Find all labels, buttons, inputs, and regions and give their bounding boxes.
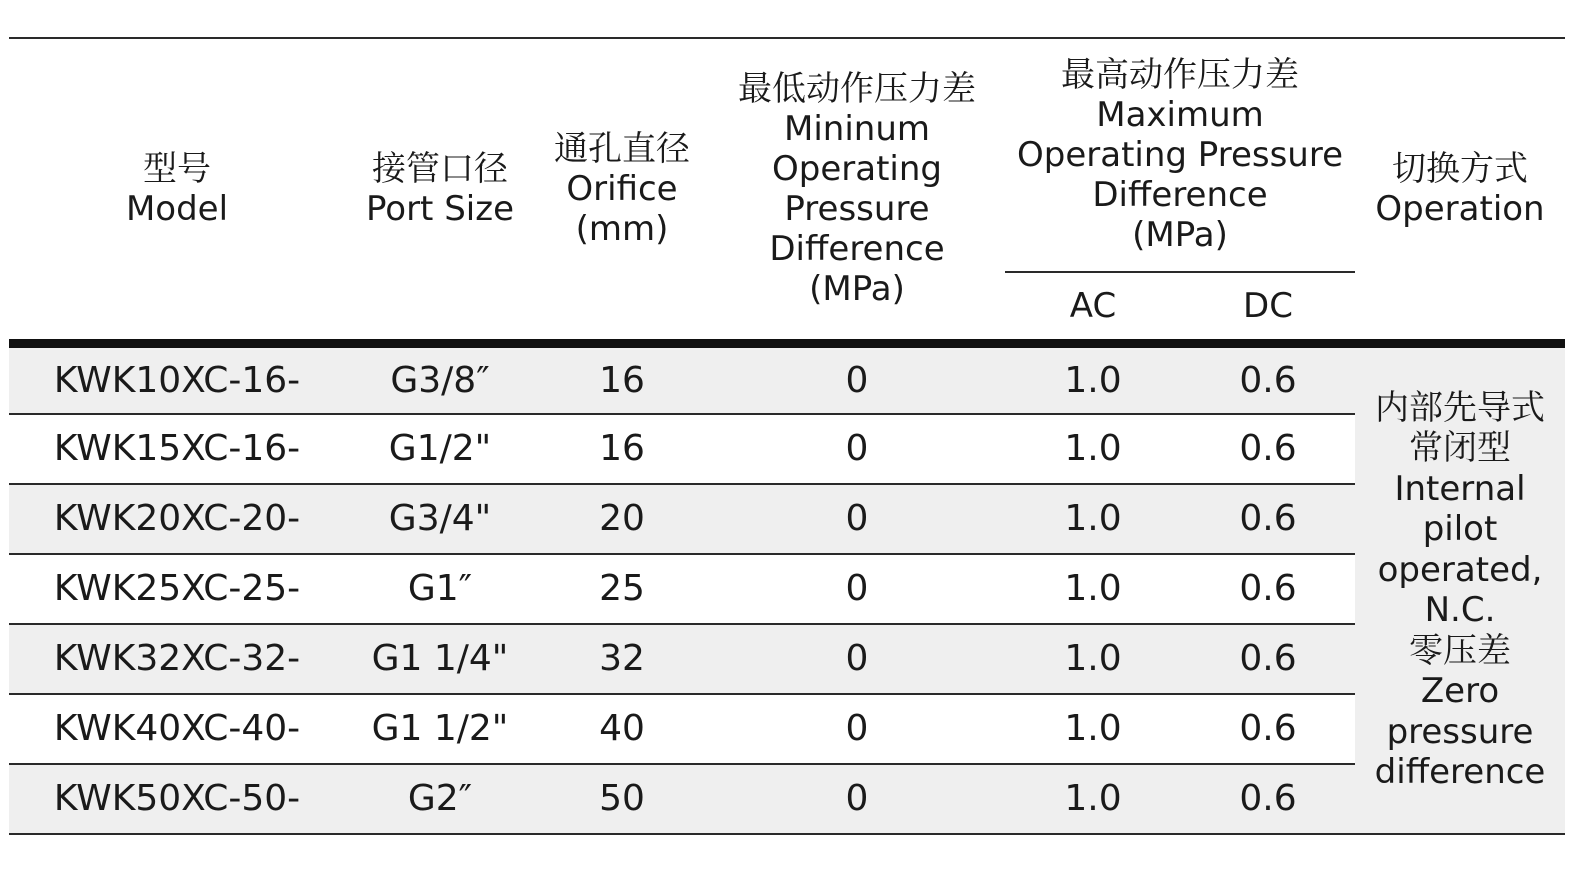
- header-max-pressure-unit: (MPa): [1132, 215, 1228, 255]
- operation-line: pilot: [1422, 509, 1498, 550]
- cell-min-pressure: 0: [709, 344, 1005, 414]
- header-orifice-unit: (mm): [575, 209, 669, 249]
- header-max-pressure-en-1: Maximum: [1096, 95, 1264, 135]
- header-port-size-en: Port Size: [365, 189, 514, 229]
- operation-line: difference: [1374, 752, 1546, 793]
- operation-line: 内部先导式: [1375, 387, 1546, 428]
- cell-min-pressure: 0: [709, 694, 1005, 764]
- cell-max-pressure-ac: 1.0: [1005, 484, 1181, 554]
- header-min-pressure-en-2: Operating: [772, 149, 942, 189]
- header-min-pressure-en-4: Difference: [769, 229, 945, 269]
- header-orifice-en: Orifice: [566, 169, 678, 209]
- cell-min-pressure: 0: [709, 624, 1005, 694]
- operation-line: N.C.: [1424, 590, 1496, 631]
- header-port-size-zh: 接管口径: [372, 149, 508, 189]
- header-max-pressure: [1005, 38, 1355, 272]
- cell-max-pressure-dc: 0.6: [1181, 414, 1355, 484]
- cell-model: KWK20XC-20-: [9, 484, 345, 554]
- spec-table: [9, 37, 1565, 835]
- cell-orifice: 40: [535, 694, 709, 764]
- cell-max-pressure-ac: 1.0: [1005, 624, 1181, 694]
- header-dc: DC: [1243, 286, 1293, 326]
- table-row: [9, 414, 1565, 484]
- cell-max-pressure-ac: 1.0: [1005, 554, 1181, 624]
- cell-max-pressure-dc: 0.6: [1181, 554, 1355, 624]
- table-row: [9, 484, 1565, 554]
- header-min-pressure-en-1: Mininum: [784, 109, 930, 149]
- cell-min-pressure: 0: [709, 484, 1005, 554]
- table-row: [9, 344, 1565, 414]
- cell-model: KWK40XC-40-: [9, 694, 345, 764]
- cell-max-pressure-dc: 0.6: [1181, 624, 1355, 694]
- header-ac: AC: [1069, 286, 1117, 326]
- header-min-pressure: [709, 38, 1005, 344]
- header-operation-zh: 切换方式: [1392, 149, 1529, 189]
- cell-orifice: 16: [535, 414, 709, 484]
- cell-max-pressure-ac: 1.0: [1005, 694, 1181, 764]
- cell-max-pressure-dc: 0.6: [1181, 694, 1355, 764]
- cell-orifice: 32: [535, 624, 709, 694]
- cell-port-size: G3/8″: [345, 344, 535, 414]
- table-row: [9, 694, 1565, 764]
- header-max-pressure-zh: 最高动作压力差: [1061, 55, 1299, 95]
- cell-max-pressure-ac: 1.0: [1005, 764, 1181, 834]
- cell-orifice: 16: [535, 344, 709, 414]
- operation-line: Internal: [1394, 468, 1526, 509]
- header-min-pressure-zh: 最低动作压力差: [738, 69, 976, 109]
- header-port-size: [345, 38, 535, 344]
- header-orifice-zh: 通孔直径: [554, 129, 690, 169]
- cell-model: KWK50XC-50-: [9, 764, 345, 834]
- table-row: [9, 554, 1565, 624]
- cell-orifice: 50: [535, 764, 709, 834]
- operation-line: pressure: [1386, 711, 1534, 752]
- header-operation-en: Operation: [1375, 189, 1545, 229]
- cell-min-pressure: 0: [709, 554, 1005, 624]
- cell-port-size: G1″: [345, 554, 535, 624]
- cell-model: KWK32XC-32-: [9, 624, 345, 694]
- cell-max-pressure-ac: 1.0: [1005, 344, 1181, 414]
- header-model-en: Model: [125, 189, 229, 229]
- cell-model: KWK25XC-25-: [9, 554, 345, 624]
- cell-orifice: 25: [535, 554, 709, 624]
- table-row: [9, 764, 1565, 834]
- header-model-zh: 型号: [143, 149, 211, 189]
- cell-model: KWK10XC-16-: [9, 344, 345, 414]
- cell-port-size: G1 1/4": [345, 624, 535, 694]
- cell-max-pressure-ac: 1.0: [1005, 414, 1181, 484]
- cell-port-size: G1/2": [345, 414, 535, 484]
- cell-model: KWK15XC-16-: [9, 414, 345, 484]
- cell-min-pressure: 0: [709, 414, 1005, 484]
- header-min-pressure-en-3: Pressure: [784, 189, 930, 229]
- operation-line: 常闭型: [1409, 428, 1512, 469]
- operation-line: operated,: [1377, 549, 1543, 590]
- cell-port-size: G1 1/2": [345, 694, 535, 764]
- cell-port-size: G3/4": [345, 484, 535, 554]
- cell-orifice: 20: [535, 484, 709, 554]
- cell-port-size: G2″: [345, 764, 535, 834]
- cell-max-pressure-dc: 0.6: [1181, 484, 1355, 554]
- header-max-pressure-en-2: Operating Pressure: [1017, 135, 1343, 175]
- header-max-pressure-en-3: Difference: [1092, 175, 1268, 215]
- operation-line: 零压差: [1409, 630, 1512, 671]
- operation-line: Zero: [1420, 671, 1500, 712]
- cell-operation: [1355, 344, 1565, 834]
- table-row: [9, 624, 1565, 694]
- header-min-pressure-unit: (MPa): [809, 269, 905, 309]
- header-model: [9, 38, 345, 344]
- cell-max-pressure-dc: 0.6: [1181, 344, 1355, 414]
- header-orifice: [535, 38, 709, 344]
- cell-min-pressure: 0: [709, 764, 1005, 834]
- header-operation: [1355, 38, 1565, 344]
- cell-max-pressure-dc: 0.6: [1181, 764, 1355, 834]
